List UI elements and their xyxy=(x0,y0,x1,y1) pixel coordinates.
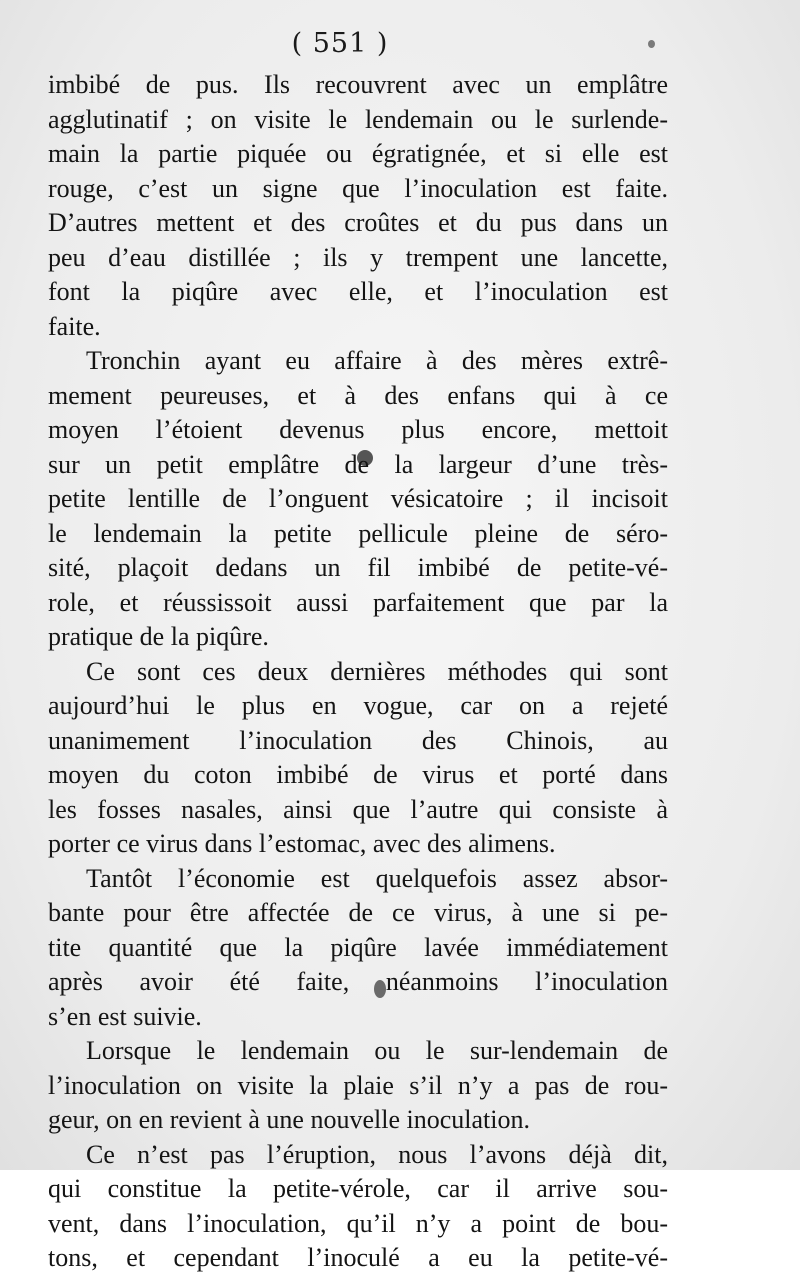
text-line: l’inoculation on visite la plaie s’il n’y a pas de rou- xyxy=(48,1070,668,1100)
text-line: tite quantité que la piqûre lavée immédiatement xyxy=(48,932,668,962)
text-line: mement peureuses, et à des enfans qui à ce xyxy=(48,380,668,410)
text-line: après avoir été faite, néanmoins l’inoculation xyxy=(48,967,668,996)
text-line: rouge, c’est un signe que l’inoculation est faite. xyxy=(48,173,668,203)
text-line: le lendemain la petite pellicule pleine de séro- xyxy=(48,518,668,548)
text-line: imbibé de pus. Ils recouvrent avec un emplâtre xyxy=(48,70,668,99)
text-line: unanimement l’inoculation des Chinois, au xyxy=(48,725,668,755)
ink-speck xyxy=(648,40,655,48)
text-line: sité, plaçoit dedans un fil imbibé de petite-vé- xyxy=(48,553,668,582)
text-line: aujourd’hui le plus en vogue, car on a rejeté xyxy=(48,691,668,720)
text-line: bante pour être affectée de ce virus, à une si pe- xyxy=(48,898,668,927)
text-line: vent, dans l’inoculation, qu’il n’y a point de bou- xyxy=(48,1208,668,1238)
text-line: moyen du coton imbibé de virus et porté dans xyxy=(48,760,668,789)
text-line: les fosses nasales, ainsi que l’autre qui consiste à xyxy=(48,794,668,824)
text-line: role, et réussissoit aussi parfaitement que par la xyxy=(48,587,668,617)
text-line: Ce n’est pas l’éruption, nous l’avons déjà dit, xyxy=(86,1139,668,1169)
text-line: sur un petit emplâtre de la largeur d’une très- xyxy=(48,449,668,479)
text-line: D’autres mettent et des croûtes et du pus dans un xyxy=(48,208,668,237)
text-line: Ce sont ces deux dernières méthodes qui sont xyxy=(86,656,668,686)
text-line: Tantôt l’économie est quelquefois assez absor- xyxy=(86,863,668,893)
page-number: ( 551 ) xyxy=(291,28,389,59)
text-line: font la piqûre avec elle, et l’inoculation est xyxy=(48,277,668,306)
text-line: peu d’eau distillée ; ils y trempent une lancette, xyxy=(48,242,668,272)
text-line: agglutinatif ; on visite le lendemain ou le surlende- xyxy=(48,104,668,134)
body-text xyxy=(48,68,668,1276)
text-line: porter ce virus dans l’estomac, avec des alimens. xyxy=(48,829,556,858)
text-line: petite lentille de l’onguent vésicatoire ; il incisoit xyxy=(48,484,668,513)
text-line: moyen l’étoient devenus plus encore, mettoit xyxy=(48,415,668,444)
text-line: Lorsque le lendemain ou le sur-lendemain de xyxy=(86,1036,668,1065)
text-line: tons, et cependant l’inoculé a eu la petite-vé- xyxy=(48,1243,668,1272)
text-line: s’en est suivie. xyxy=(48,1001,202,1031)
text-line: geur, on en revient à une nouvelle inoculation. xyxy=(48,1105,530,1134)
text-line: pratique de la piqûre. xyxy=(48,622,269,651)
text-line: main la partie piquée ou égratignée, et si elle est xyxy=(48,139,668,168)
text-line: faite. xyxy=(48,311,101,341)
text-line: Tronchin ayant eu affaire à des mères extrê- xyxy=(86,346,668,375)
text-line: qui constitue la petite-vérole, car il arrive sou- xyxy=(48,1174,668,1203)
